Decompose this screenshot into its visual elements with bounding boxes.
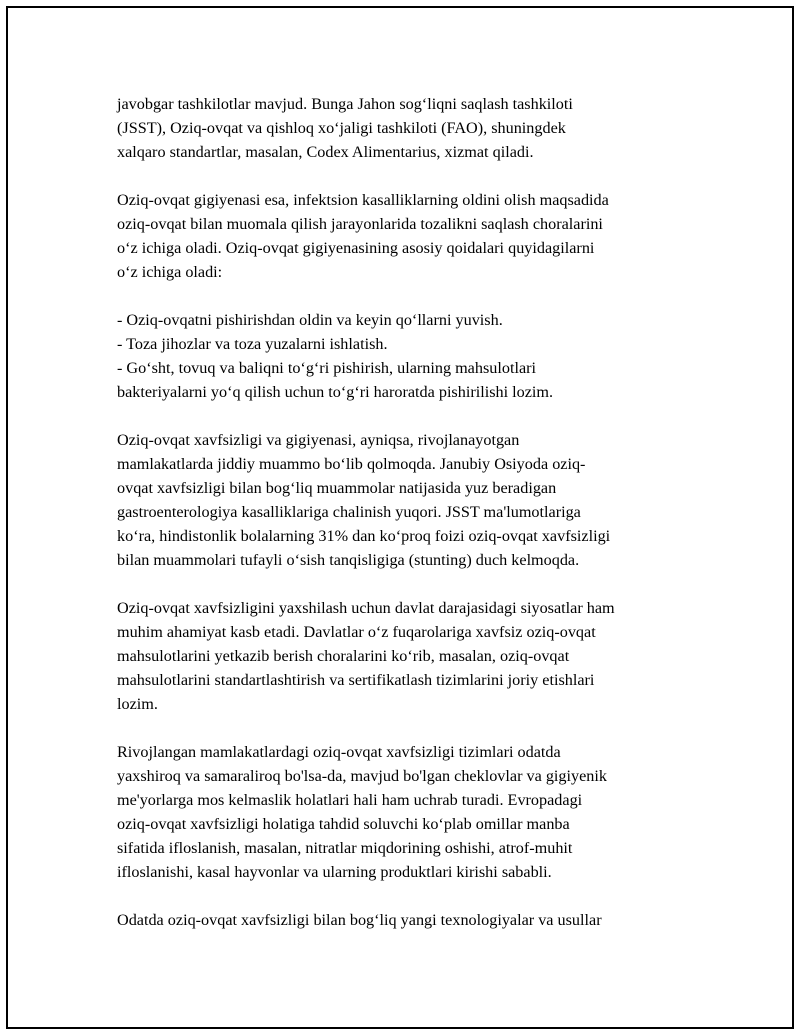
text-line: me'yorlarga mos kelmaslik holatlari hali ham uchrab turadi. Evropadagi: [117, 791, 583, 809]
text-line: muhim ahamiyat kasb etadi. Davlatlar o‘z fuqarolariga xavfsiz oziq-ovqat: [117, 623, 596, 641]
text-line: ovqat xavfsizligi bilan bog‘liq muammolar natijasida yuz beradigan: [117, 479, 557, 497]
text-line: bakteriyalarni yo‘q qilish uchun to‘g‘ri haroratda pishirilishi lozim.: [117, 383, 554, 401]
text-line: oziq-ovqat bilan muomala qilish jarayonlarida tozalikni saqlash choralarini: [117, 215, 603, 233]
paragraph-2: [117, 188, 697, 284]
text-line: yaxshiroq va samaraliroq bo'lsa-da, mavjud bo'lgan cheklovlar va gigiyenik: [117, 767, 607, 785]
text-line: gastroenterologiya kasalliklariga chalinish yuqori. JSST ma'lumotlariga: [117, 503, 581, 521]
document-body: [117, 92, 697, 956]
text-line: mahsulotlarini yetkazib berish choralarini ko‘rib, masalan, oziq-ovqat: [117, 647, 570, 665]
paragraph-7: [117, 908, 697, 932]
text-line: xalqaro standartlar, masalan, Codex Alimentarius, xizmat qiladi.: [117, 143, 534, 161]
list-item: - Oziq-ovqatni pishirishdan oldin va keyin qo‘llarni yuvish.: [117, 311, 503, 329]
text-line: Oziq-ovqat xavfsizligini yaxshilash uchun davlat darajasidagi siyosatlar ham: [117, 599, 615, 617]
text-line: mahsulotlarini standartlashtirish va sertifikatlash tizimlarini joriy etishlari: [117, 671, 595, 689]
paragraph-4: [117, 428, 697, 572]
text-line: javobgar tashkilotlar mavjud. Bunga Jahon sog‘liqni saqlash tashkiloti: [117, 95, 573, 113]
text-line: ko‘ra, hindistonlik bolalarning 31% dan ko‘proq foizi oziq-ovqat xavfsizligi: [117, 527, 611, 545]
list-item: - Go‘sht, tovuq va baliqni to‘g‘ri pishirish, ularning mahsulotlari: [117, 359, 537, 377]
text-line: Rivojlangan mamlakatlardagi oziq-ovqat xavfsizligi tizimlari odatda: [117, 743, 561, 761]
text-line: o‘z ichiga oladi. Oziq-ovqat gigiyenasining asosiy qoidalari quyidagilarni: [117, 239, 595, 257]
list-item: - Toza jihozlar va toza yuzalarni ishlatish.: [117, 335, 388, 353]
text-line: oziq-ovqat xavfsizligi holatiga tahdid soluvchi ko‘plab omillar manba: [117, 815, 570, 833]
text-line: lozim.: [117, 695, 158, 713]
paragraph-5: [117, 596, 697, 716]
text-line: sifatida ifloslanish, masalan, nitratlar miqdorining oshishi, atrof-muhit: [117, 839, 573, 857]
text-line: Odatda oziq-ovqat xavfsizligi bilan bog‘liq yangi texnologiyalar va usullar: [117, 911, 602, 929]
paragraph-6: [117, 740, 697, 884]
text-line: (JSST), Oziq-ovqat va qishloq xo‘jaligi tashkiloti (FAO), shuningdek: [117, 119, 566, 137]
paragraph-3-list: [117, 308, 697, 404]
text-line: Oziq-ovqat gigiyenasi esa, infektsion kasalliklarning oldini olish maqsadida: [117, 191, 609, 209]
text-line: o‘z ichiga oladi:: [117, 263, 223, 281]
paragraph-1: [117, 92, 697, 164]
text-line: mamlakatlarda jiddiy muammo bo‘lib qolmoqda. Janubiy Osiyoda oziq-: [117, 455, 586, 473]
text-line: Oziq-ovqat xavfsizligi va gigiyenasi, ayniqsa, rivojlanayotgan: [117, 431, 520, 449]
text-line: ifloslanishi, kasal hayvonlar va ularning produktlari kirishi sababli.: [117, 863, 552, 881]
text-line: bilan muammolari tufayli o‘sish tanqisligiga (stunting) duch kelmoqda.: [117, 551, 580, 569]
